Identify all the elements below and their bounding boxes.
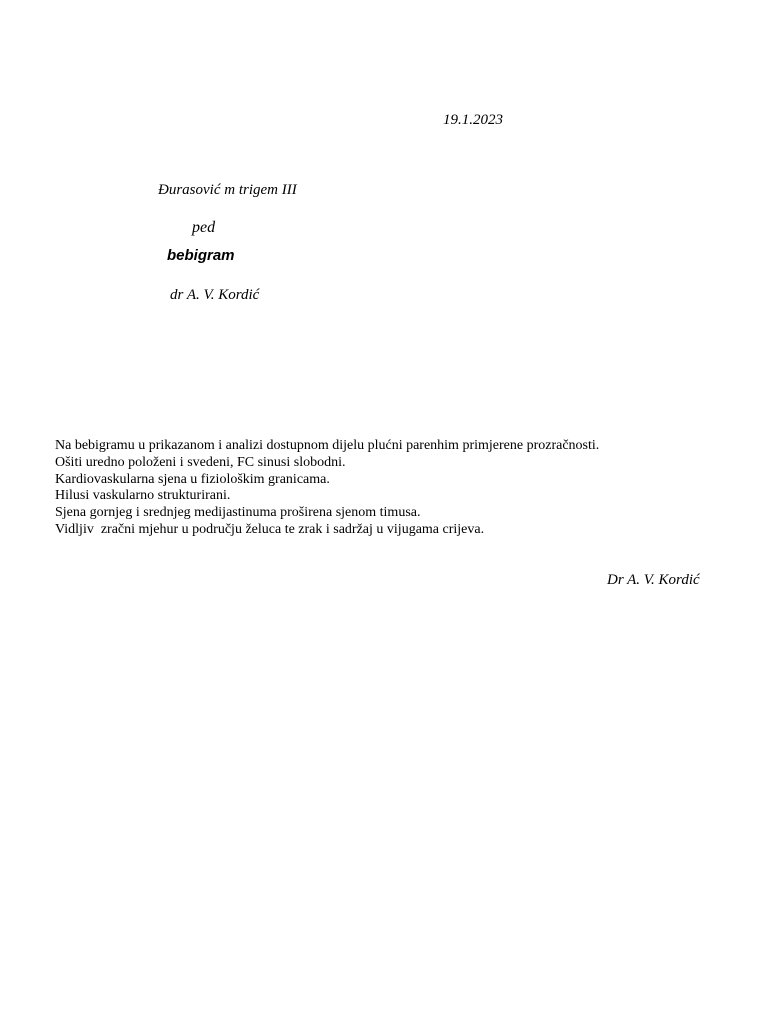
findings-line: Hilusi vaskularno strukturirani. <box>55 488 231 504</box>
findings-line: Sjena gornjeg i srednjeg medijastinuma proširena sjenom timusa. <box>55 505 421 521</box>
doctor-signature: Dr A. V. Kordić <box>607 572 700 588</box>
report-date: 19.1.2023 <box>443 112 503 128</box>
patient-name: Đurasović m trigem III <box>158 182 297 198</box>
referring-doctor: dr A. V. Kordić <box>170 287 260 303</box>
department: ped <box>192 219 216 236</box>
findings-line: Kardiovaskularna sjena u fiziološkim granicama. <box>55 471 330 487</box>
findings-paragraph <box>55 438 599 539</box>
findings-line: Ošiti uredno položeni i svedeni, FC sinusi slobodni. <box>55 454 346 470</box>
findings-line: Na bebigramu u prikazanom i analizi dostupnom dijelu plućni parenhim primjerene prozračnosti. <box>55 438 600 453</box>
exam-type: bebigram <box>167 247 235 264</box>
findings-line: Vidljiv zračni mjehur u području želuca te zrak i sadržaj u vijugama crijeva. <box>55 521 485 537</box>
